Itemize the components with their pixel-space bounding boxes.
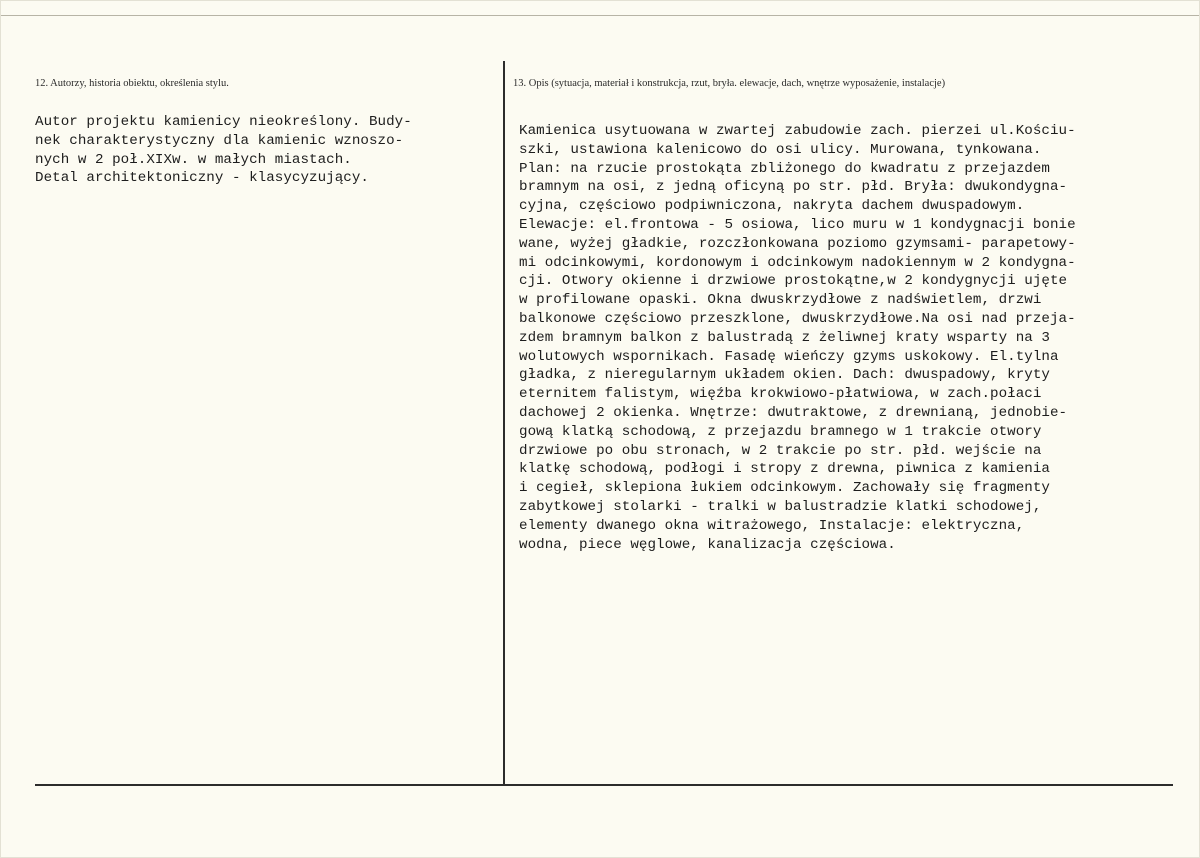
bottom-divider bbox=[35, 784, 1173, 786]
top-edge-rule bbox=[1, 15, 1200, 16]
section-12-label: 12. Autorzy, historia obiektu, określenia stylu. bbox=[35, 78, 229, 89]
section-13-label: 13. Opis (sytuacja, materiał i konstrukcja, rzut, bryła. elewacje, dach, wnętrze wyposażenie, instalacje) bbox=[513, 78, 946, 89]
column-divider bbox=[503, 61, 505, 785]
section-12-typed-text: Autor projektu kamienicy nieokreślony. Budy- nek charakterystyczny dla kamienic wznoszo- nych w 2 poł.XIXw. w małych miastach. Detal architektoniczny - klasycyzujący. bbox=[35, 114, 412, 187]
section-13-typed-text: Kamienica usytuowana w zwartej zabudowie zach. pierzei ul.Kościu- szki, ustawiona kalenicowo do osi ulicy. Murowana, tynkowana. Plan: na rzucie prostokąta zbliżonego do kwadratu z przejazdem bramnym na osi, z jedną oficyną po str. płd. Bryła: dwukondygna- cyjna, częściowo podpiwniczona, nakryta dachem dwuspadowym. Elewacje: el.frontowa - 5 osiowa, lico muru w 1 kondygnacji bonie wane, wyżej gładkie, rozczłonkowana poziomo gzymsami- parapetowy- mi odcinkowymi, kordonowym i odcinkowym nadokiennym w 2 kondygna- cji. Otwory okienne i drzwiowe prostokątne,w 2 kondygnycji ujęte w profilowane opaski. Okna dwuskrzydłowe z nadświetlem, drzwi balkonowe częściowo przeszklone, dwuskrzydłowe.Na osi nad przeja- zdem bramnym balkon z balustradą z żeliwnej kraty wsparty na 3 wolutowych wspornikach. Fasadę wieńczy gzyms uskokowy. El.tylna gładka, z nieregularnym układem okien. Dach: dwuspadowy, kryty eternitem falistym, więźba krokwiowo-płatwiowa, w zach.połaci dachowej 2 okienka. Wnętrze: dwutraktowe, z drewnianą, jednobie- gową klatką schodową, z przejazdu bramnego w 1 trakcie otwory drzwiowe po obu stronach, w 2 trakcie po str. płd. wejście na klatkę schodową, podłogi i stropy z drewna, piwnica z kamienia i cegieł, sklepiona łukiem odcinkowym. Zachowały się fragmenty zabytkowej stolarki - tralki w balustradzie klatki schodowej, elementy dwanego okna witrażowego, Instalacje: elektryczna, wodna, piece węglowe, kanalizacja częściowa. bbox=[519, 123, 1076, 553]
